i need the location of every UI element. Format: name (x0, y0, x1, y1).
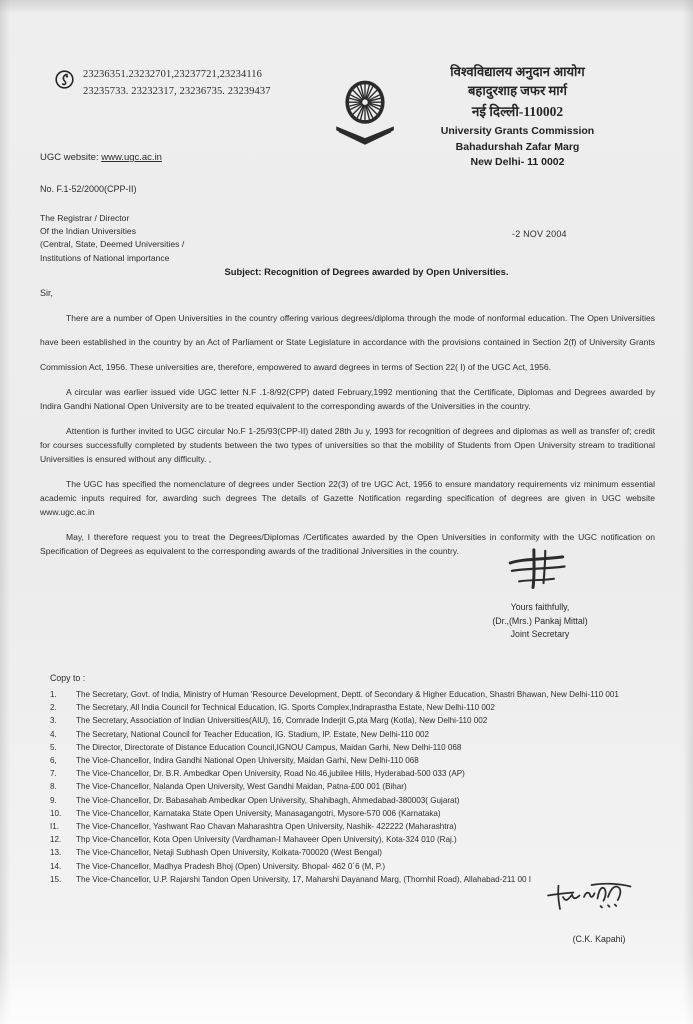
body-paragraph-3: Attention is further invited to UGC circular No.F 1-25/93(CPP-II) dated 28th Ju y, 1993 for recognition of degrees and diplomas as well as transfer of; credit for courses successfully completed by students between the two types of universities so that the mobility of Students from Open University stream to traditional Universities is ensured without any difficulty. , (40, 425, 655, 464)
list-item (50, 728, 650, 741)
signature-closing: Yours faithfully, (510, 602, 570, 612)
subject-line: Subject: Recognition of Degrees awarded by Open Universities. (224, 266, 509, 277)
copy-item-text: The Vice-Chancellor, Indira Gandhi National Open University, Maidan Garhi, New Delhi-110 068 (76, 756, 419, 766)
copy-item-number: 14. (50, 861, 62, 871)
file-number: No. F.1-52/2000(CPP-II) (40, 184, 137, 194)
copy-to-title: Copy to : (50, 673, 86, 683)
list-item (50, 846, 650, 859)
copy-item-text: The Director, Directorate of Distance Education Council,IGNOU Campus, Maidan Garhi, New Delhi-110 068 (76, 742, 462, 752)
website-label: UGC website: (40, 152, 102, 163)
copy-item-number: 2. (50, 703, 57, 713)
signature-name: (Dr.,(Mrs.) Pankaj Mittal) (492, 615, 588, 626)
list-item (50, 860, 650, 873)
copy-item-text: The Vice-Chancellor, Karnataka State Open University, Manasagangotri, Mysore-570 006 (Karnataka) (76, 808, 441, 818)
copy-item-text: Thp Vice-Chancellor, Kota Open University (Vardhaman-I Mahaveer Open University), Kota-324 010 (Raj.) (76, 835, 457, 845)
phone-line-2: 23235733. 23232317, 23236735. 23239437 (83, 86, 271, 97)
list-item (50, 780, 650, 793)
copy-item-text: The Secretary, All India Council for Technical Education, IG. Sports Complex,Indraprastha Estate, New Delhi-110 002 (76, 703, 495, 713)
copy-item-text: The Secretary, National Council for Teacher Education, IG. Stadium, IP. Estate, New Delhi-110 002 (76, 729, 430, 739)
copy-to-section (50, 673, 650, 886)
copy-item-text: The Secretary, Association of Indian Universities(AIU), 16, Comrade Inderjit G,pta Marg (Kotla), New Delhi-110 002 (76, 716, 488, 726)
handwritten-signature-mark (505, 545, 575, 595)
website-url[interactable]: www.ugc.ac.in (101, 152, 162, 163)
list-item (50, 833, 650, 846)
copy-item-number: 8. (50, 782, 57, 792)
copy-item-number: 1. (50, 690, 57, 699)
copy-item-text: The Vice-Chancellor, Dr. Babasahab Ambedkar Open University, Shahibagh, Ahmedabad-380003( Gujarat) (76, 795, 460, 805)
copy-item-number: 3. (50, 716, 57, 726)
body-paragraph-4: The UGC has specified the nomenclature of degrees under Section 22(3) of tre UGC Act, 1956 to ensure mandatory requirements viz minimum essential academic inputs required for, awarding such degrees The details of Gazette Notification regarding specification of degrees are given in UGC website www.ugc.ac.in (40, 478, 655, 517)
signature-designation: Joint Secretary (510, 629, 570, 639)
english-org-name: University Grants Commission (440, 125, 595, 137)
body-paragraph-1: There are a number of Open Universities in the country offering various degrees/diploma through the mode of nonformal education. The Open Universities have been established in the country by an Act of Parliament or State Legislature in accordance with the provisions contained in Section 2(f) of University Grants Commission Act, 1956. These universities are, therefore, empowered to award degrees in terms of Section 22( I) of the UGC Act, 1956. (40, 313, 655, 372)
english-street: Bahadurshah Zafar Marg (455, 140, 580, 153)
recipient-address (40, 212, 184, 265)
handwritten-signature-mark (545, 880, 635, 920)
recipient-line-4: Institutions of National importance (40, 252, 170, 263)
phone-line-1: 23236351.23232701,23237721,23234116 (83, 69, 262, 80)
website-line (40, 152, 162, 163)
copy-item-number: 9. (50, 795, 57, 805)
copy-item-text: The Vice-Chancellor, Madhya Pradesh Bhoj (Open) University. Bhopal- 462 0´6 (M, P.) (76, 861, 386, 871)
copy-item-number: 12. (50, 835, 62, 845)
list-item (50, 701, 650, 714)
list-item (50, 714, 650, 727)
recipient-line-1: The Registrar / Director (40, 213, 130, 223)
bottom-signature-block (515, 880, 665, 944)
list-item (50, 741, 650, 754)
phone-numbers-text (83, 66, 271, 100)
signature-text (430, 601, 650, 642)
copy-item-text: The Secretary, Govt. of India, Ministry of Human 'Resource Development, Deptt. of Secondary & Higher Education, Shastri Bhawan, New Delhi-110 001 (76, 690, 619, 699)
copy-item-number: 15. (50, 874, 62, 884)
salutation: Sir, (40, 288, 54, 298)
copy-item-number: 5. (50, 742, 57, 752)
telephone-icon (55, 70, 74, 89)
bottom-signature-name: (C.K. Kapahi) (572, 934, 626, 944)
list-item (50, 794, 650, 807)
hindi-city: नई दिल्ली-110002 (471, 104, 564, 119)
english-city: New Delhi- 11 0002 (470, 156, 565, 168)
copy-item-number: 4. (50, 729, 57, 739)
hindi-org-name: विश्वविद्यालय अनुदान आयोग (450, 64, 585, 79)
letter-body (40, 306, 655, 569)
body-paragraph-5: May, I therefore request you to treat the Degrees/Diplomas /Certificates awarded by the Open Universities in conformity with the UGC notification on Specification of Degrees as equivalent to the corresponding awards of the traditional Jniversities in the country. (40, 531, 655, 556)
signature-block (430, 545, 650, 642)
copy-item-number: 10. (50, 808, 62, 818)
list-item (50, 820, 650, 833)
hindi-street: बहादुरशाह जफर मार्ग (468, 83, 567, 98)
copy-item-text: The Vice-Chancellor, Nalanda Open University, West Gandhi Maidan, Patna-£00 001 (Bihar) (76, 782, 407, 792)
copy-item-number: 13. (50, 848, 62, 858)
recipient-line-2: Of the Indian Universities (40, 226, 137, 237)
copy-item-text: The Vice-Chancellor, U.P. Rajarshi Tandon Open University, 17, Maharshi Dayanand Marg, (Thornhil Road), Allahabad-211 00 I (76, 874, 531, 884)
list-item (50, 767, 650, 780)
ugc-emblem-ashoka-chakra-icon (332, 78, 398, 146)
recipient-line-3: (Central, State, Deemed Universities / (40, 239, 185, 250)
date-stamp: -2 NOV 2004 (512, 229, 567, 239)
body-paragraph-2: A circular was earlier issued vide UGC letter N.F .1-8/92(CPP) dated February,1992 mentioning that the Certificate, Diplomas and Degrees awarded by Indira Gandhi National Open University are to be treated equivalent to the corresponding awards of the Universities in the country. (40, 386, 655, 411)
copy-item-number: 6, (50, 756, 57, 766)
copy-item-text: The Vice-Chancellor, Dr. B.R. Ambedkar Open University, Road No.46,jubilee Hills, Hyderabad-500 033 (AP) (76, 769, 465, 779)
copy-item-number: I1. (50, 822, 59, 832)
letterhead (0, 58, 693, 188)
list-item (50, 807, 650, 820)
copy-item-text: The Vice-Chancellor, Netaji Subhash Open University, Kolkata-700020 (West Bengal) (76, 848, 382, 858)
phone-numbers-block (55, 66, 271, 100)
list-item (50, 754, 650, 767)
copy-item-text: The Vice-Chancellor, Yashwant Rao Chavan Maharashtra Open University, Nashik- 422222 (Maharashtra) (76, 822, 457, 832)
ugc-address-block (400, 62, 635, 170)
list-item (50, 688, 650, 701)
copy-item-number: 7. (50, 769, 57, 779)
